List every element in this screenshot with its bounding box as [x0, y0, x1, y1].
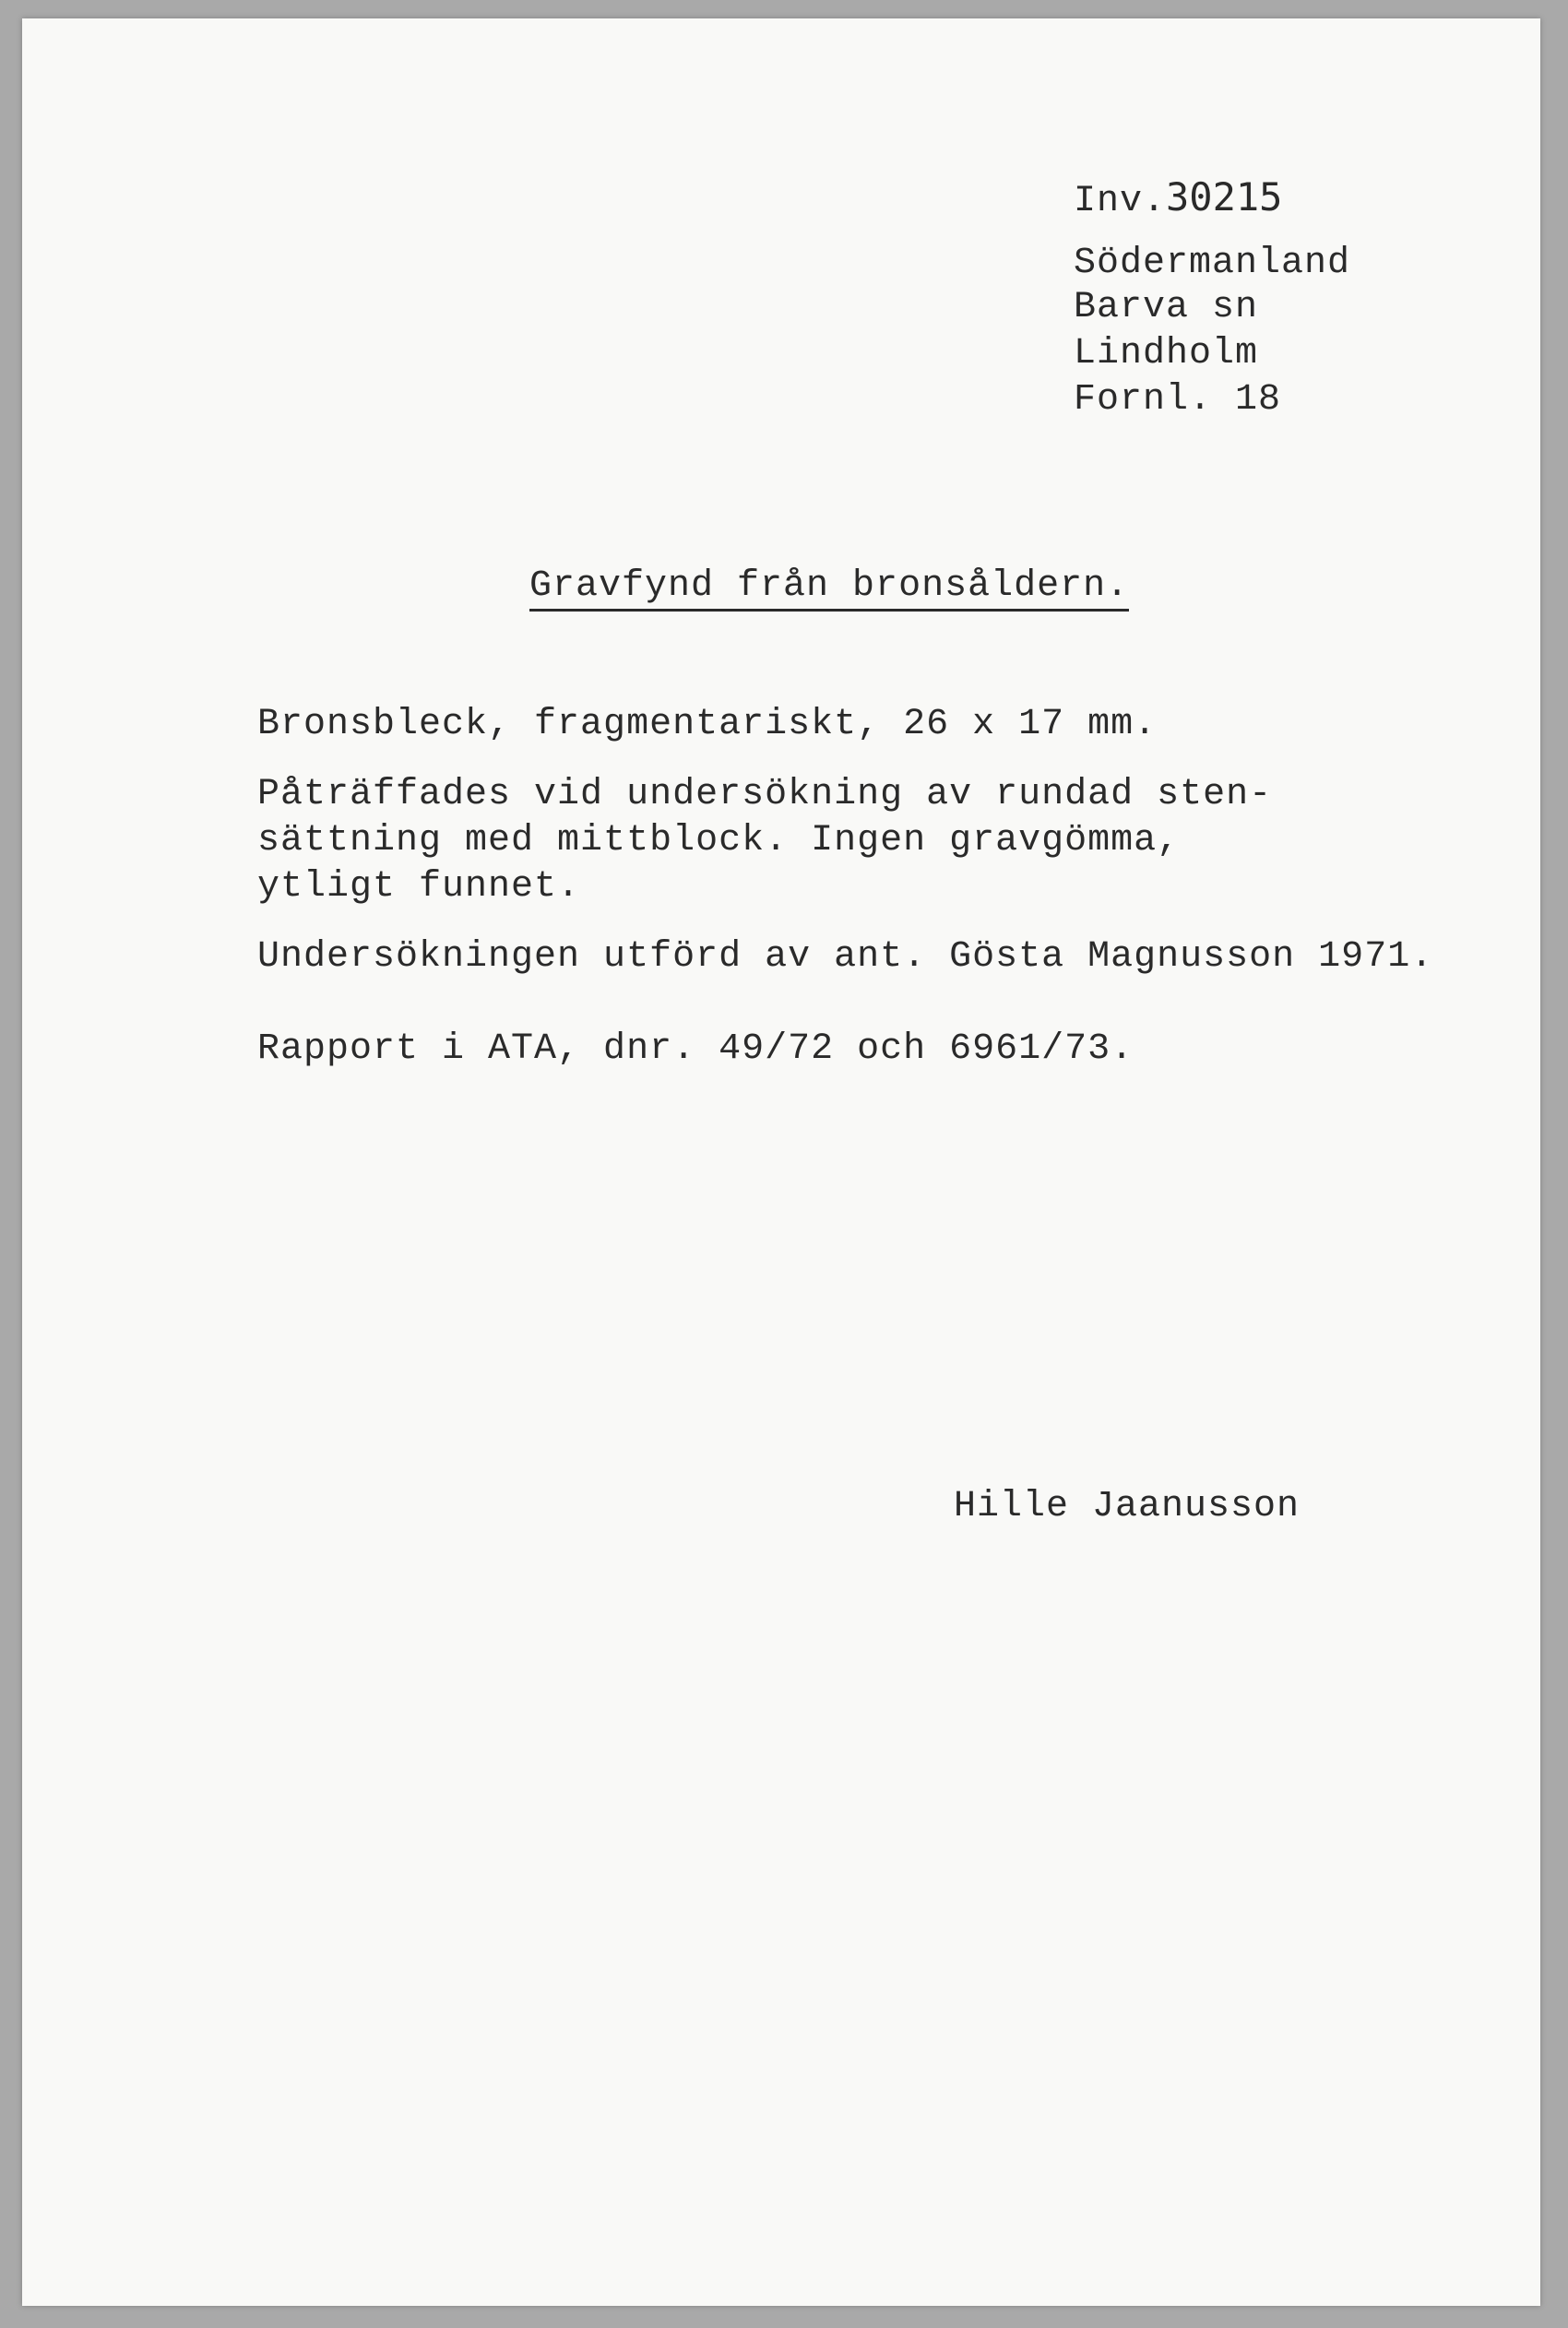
- inventory-line: [1074, 175, 1282, 224]
- signature: Hille Jaanusson: [954, 1486, 1301, 1527]
- site-name: Lindholm: [1074, 333, 1259, 374]
- find-circumstances-line-3: ytligt funnet.: [257, 866, 581, 908]
- document-title-text: Gravfynd från bronsåldern.: [529, 565, 1129, 612]
- excavation-note: Undersökningen utförd av ant. Gösta Magnusson 1971.: [257, 936, 1434, 978]
- document-page: [22, 18, 1540, 2306]
- document-title: [529, 564, 1129, 609]
- object-description: Bronsbleck, fragmentariskt, 26 x 17 mm.: [257, 704, 1158, 745]
- parish: Barva sn: [1074, 287, 1259, 328]
- inventory-number: 30215: [1166, 174, 1283, 220]
- province: Södermanland: [1074, 243, 1351, 284]
- find-circumstances-line-2: sättning med mittblock. Ingen gravgömma,: [257, 820, 1181, 861]
- inventory-label: Inv.: [1074, 181, 1167, 222]
- find-circumstances-line-1: Påträffades vid undersökning av rundad sten-: [257, 774, 1273, 815]
- report-reference: Rapport i ATA, dnr. 49/72 och 6961/73.: [257, 1028, 1134, 1070]
- ancient-monument-number: Fornl. 18: [1074, 379, 1282, 421]
